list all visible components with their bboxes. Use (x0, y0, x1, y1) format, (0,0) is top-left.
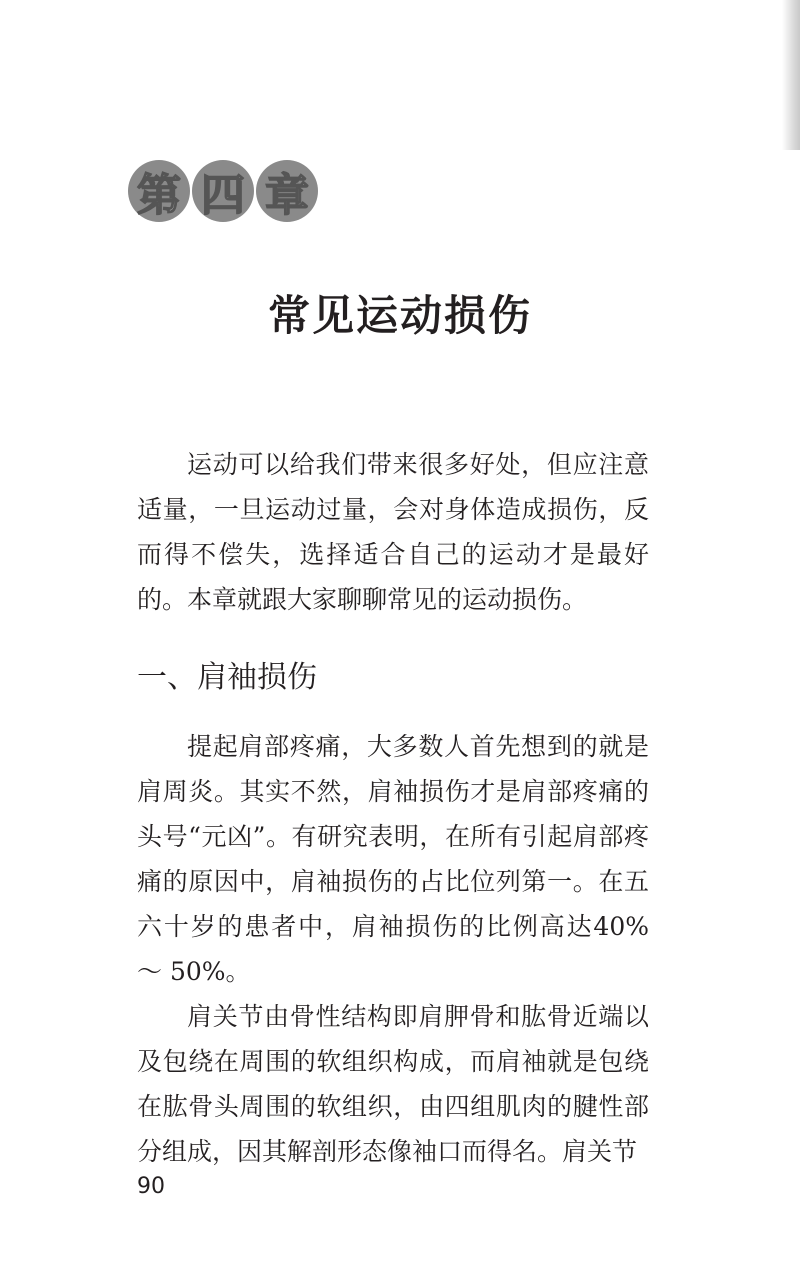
section-heading: 一、肩袖损伤 (137, 660, 317, 695)
chapter-badge-char: 四 (192, 160, 254, 222)
chapter-badge (128, 160, 318, 222)
body-paragraph: 肩关节由骨性结构即肩胛骨和肱骨近端以及包绕在周围的软组织构成，而肩袖就是包绕在肱骨头周围的软组织，由四组肌肉的腱性部分组成，因其解剖形态像袖口而得名。肩关节 (137, 1002, 649, 1166)
section-body (137, 724, 649, 1174)
intro-paragraph: 运动可以给我们带来很多好处，但应注意适量，一旦运动过量，会对身体造成损伤，反而得不偿失，选择适合自己的运动才是最好的。本章就跟大家聊聊常见的运动损伤。 (137, 450, 649, 614)
chapter-title: 常见运动损伤 (267, 291, 532, 340)
page-edge-shadow (782, 0, 800, 150)
page-number: 90 (137, 1174, 165, 1199)
intro-block (137, 442, 649, 622)
body-paragraph: 提起肩部疼痛，大多数人首先想到的就是肩周炎。其实不然，肩袖损伤才是肩部疼痛的头号“元凶”。有研究表明，在所有引起肩部疼痛的原因中，肩袖损伤的占比位列第一。在五六十岁的患者中，肩袖损伤的比例高达40% ～ 50%。 (137, 732, 649, 986)
chapter-badge-char: 章 (256, 160, 318, 222)
chapter-badge-char: 第 (128, 160, 190, 222)
